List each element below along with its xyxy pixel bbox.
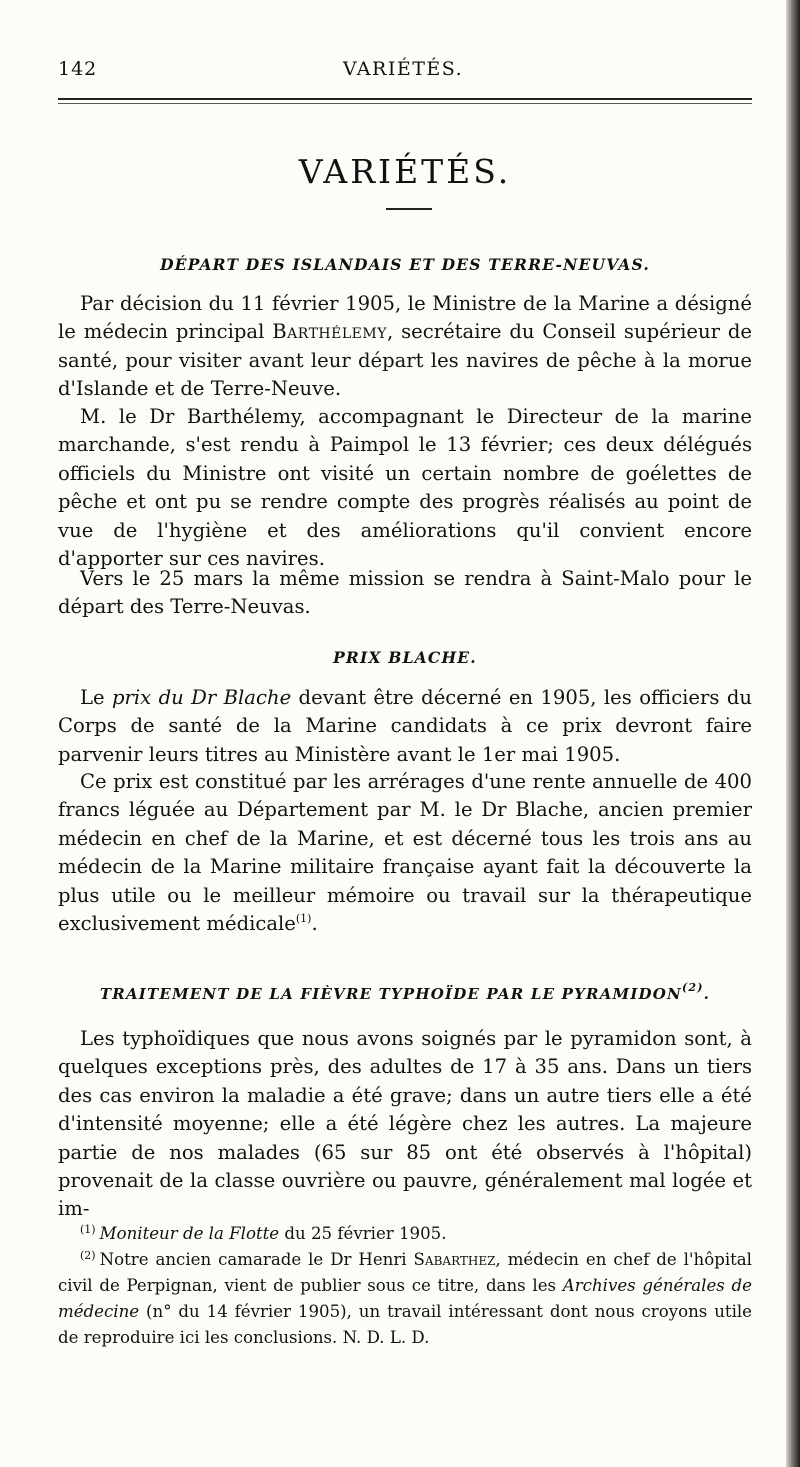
running-head — [58, 58, 748, 86]
text-run: Ce prix est constitué par les arrérages d'une rente annuelle de 400 francs léguée au Département par M. le Dr Blache, ancien premier médecin en chef de la Marine, et est décerné tous les trois ans au médecin de la Marine militaire française ayant fait la découverte la plus utile ou le meilleur mémoire ou travail sur la thérapeutique exclusivement médicale — [58, 770, 752, 936]
person-name: Barthélemy — [272, 320, 387, 344]
header-rule-thin — [58, 103, 752, 104]
page-title: VARIÉTÉS. — [298, 152, 512, 191]
text-run: Par décision du 11 février 1905, le Ministre de la Marine a désigné le médecin principal — [58, 292, 752, 344]
footnote-2 — [58, 1247, 752, 1351]
text-run: . — [311, 912, 318, 936]
journal-title: Archives générales de médecine — [58, 1276, 752, 1321]
text-run: (n° du 14 février 1905), un travail intéressant dont nous croyons utile de reproduire ici les conclusions. N. D. L. D. — [58, 1302, 752, 1347]
text-run: Le — [80, 686, 112, 709]
section-heading-prix: PRIX BLACHE. — [333, 648, 477, 667]
footnote-ref-2: (2) — [681, 981, 704, 994]
prize-name: prix du Dr Blache — [112, 686, 292, 709]
journal-title: Moniteur de la Flotte — [99, 1224, 280, 1243]
text-run: , secrétaire du Conseil supérieur de santé, pour visiter avant leur départ les navires de pêche à la morue d'Islande et de Terre-Neuve. — [58, 320, 752, 401]
heading-text: . — [703, 985, 711, 1003]
section-heading-traitement — [58, 981, 752, 1003]
running-title: VARIÉTÉS. — [342, 58, 464, 80]
title-dash — [386, 208, 432, 210]
paragraph-traitement-1: Les typhoïdiques que nous avons soignés par le pyramidon sont, à quelques exceptions près, des adultes de 17 à 35 ans. Dans un tiers des cas environ la maladie a été grave; dans un autre tiers elle a été d'intensité moyenne; elle a été légère chez les autres. La majeure partie de nos malades (65 sur 85 ont été observés à l'hôpital) provenait de la classe ouvrière ou pauvre, généralement mal logée et im- — [58, 1027, 752, 1221]
page-edge-shadow — [786, 0, 800, 1467]
paragraph-depart-1 — [58, 290, 752, 404]
footnote-ref-1: (1) — [295, 912, 312, 926]
text-run: , médecin en chef de l'hôpital civil de Perpignan, vient de publier sous ce titre, dans les — [58, 1250, 752, 1295]
paragraph-depart-2: M. le Dr Barthélemy, accompagnant le Directeur de la marine marchande, s'est rendu à Paimpol le 13 février; ces deux délégués officiels du Ministre ont visité un certain nombre de goélettes de pêche et ont pu se rendre compte des progrès réalisés au point de vue de l'hygiène et des améliorations qu'il convient encore d'apporter sur ces navires. — [58, 405, 752, 571]
header-rule — [58, 98, 752, 100]
footnotes — [58, 1221, 752, 1351]
heading-text: TRAITEMENT DE LA FIÈVRE TYPHOÏDE PAR LE PYRAMIDON — [99, 985, 682, 1003]
text-run: devant être décerné en 1905, les officiers du Corps de santé de la Marine candidats à ce prix devront faire parvenir leurs titres au Ministère avant le 1er mai 1905. — [58, 686, 752, 766]
paragraph-prix-1 — [58, 684, 752, 769]
text-run: du 25 février 1905. — [279, 1224, 447, 1243]
footnote-mark: (1) — [80, 1223, 96, 1236]
paragraph-depart-3: Vers le 25 mars la même mission se rendra à Saint-Malo pour le départ des Terre-Neuvas. — [58, 567, 752, 619]
footnote-mark: (2) — [80, 1249, 96, 1262]
footnote-1 — [58, 1221, 752, 1247]
text-run: Notre ancien camarade le Dr Henri — [99, 1250, 414, 1269]
section-heading-depart: DÉPART DES ISLANDAIS ET DES TERRE-NEUVAS. — [160, 255, 650, 274]
person-name: Sabarthez — [413, 1250, 496, 1269]
paragraph-prix-2 — [58, 768, 752, 938]
page-number: 142 — [58, 58, 98, 80]
